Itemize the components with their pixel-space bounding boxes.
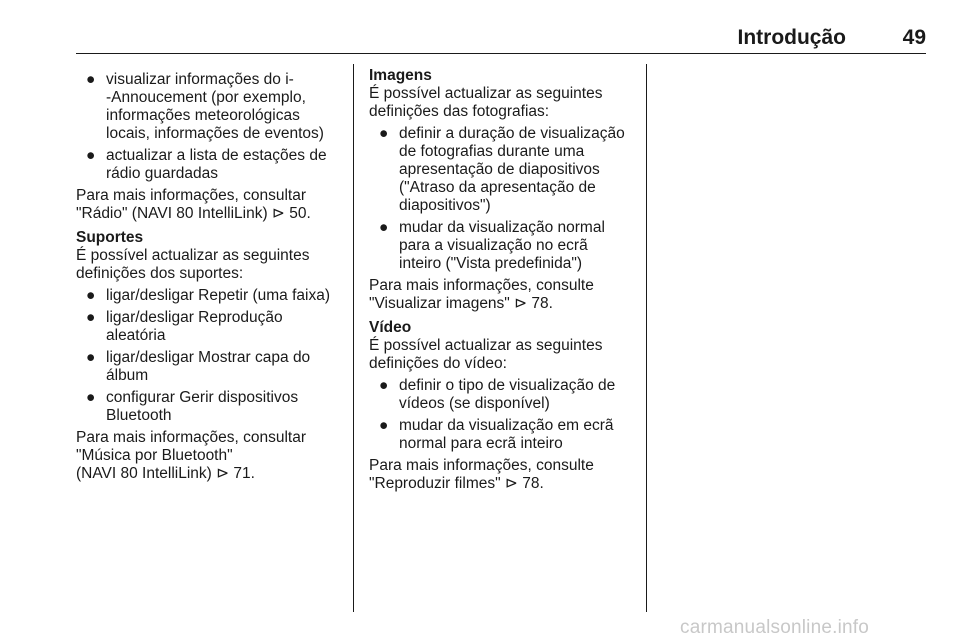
section-heading-imagens: Imagens bbox=[369, 67, 432, 84]
imagens-reference: Para mais informações, consulte "Visualizar imagens" ⊳ 78. bbox=[369, 277, 594, 312]
video-intro: É possível actualizar as seguintes definições do vídeo: bbox=[369, 337, 603, 372]
list-item-text: definir o tipo de visualização de vídeos (se disponível) bbox=[399, 377, 616, 412]
page-title: Introdução bbox=[737, 26, 846, 49]
list-item bbox=[369, 125, 637, 215]
bullet-icon: ● bbox=[86, 287, 96, 304]
list-item bbox=[369, 377, 637, 413]
column-divider-right bbox=[646, 64, 647, 612]
bluetooth-reference: Para mais informações, consultar "Música por Bluetooth" (NAVI 80 IntelliLink) ⊳ 71. bbox=[76, 429, 307, 482]
list-item bbox=[369, 219, 637, 273]
list-item-text: visualizar informações do i- -Annoucement (por exemplo, informações meteorológicas locais, informações de eventos) bbox=[106, 71, 324, 142]
page-header bbox=[76, 26, 926, 54]
column-left bbox=[76, 67, 344, 483]
imagens-options-list bbox=[369, 125, 637, 273]
list-item-text: ligar/desligar Reprodução aleatória bbox=[106, 309, 283, 344]
radio-reference: Para mais informações, consultar "Rádio" (NAVI 80 IntelliLink) ⊳ 50. bbox=[76, 187, 311, 222]
page-number: 49 bbox=[902, 26, 926, 49]
list-item bbox=[76, 389, 344, 425]
video-reference: Para mais informações, consulte "Reproduzir filmes" ⊳ 78. bbox=[369, 457, 594, 492]
list-item-text: mudar da visualização normal para a visualização no ecrã inteiro ("Vista predefinida") bbox=[399, 219, 605, 272]
bullet-icon: ● bbox=[86, 71, 96, 88]
bullet-icon: ● bbox=[86, 147, 96, 164]
bullet-icon: ● bbox=[379, 219, 389, 236]
bullet-icon: ● bbox=[379, 125, 389, 142]
list-item bbox=[76, 309, 344, 345]
bullet-icon: ● bbox=[86, 309, 96, 326]
column-divider-left bbox=[353, 64, 354, 612]
section-heading-video: Vídeo bbox=[369, 319, 412, 336]
column-middle bbox=[369, 67, 637, 493]
bullet-icon: ● bbox=[379, 417, 389, 434]
list-item-text: ligar/desligar Repetir (uma faixa) bbox=[106, 287, 330, 304]
list-item bbox=[369, 417, 637, 453]
list-item bbox=[76, 71, 344, 143]
list-item-text: mudar da visualização em ecrã normal para ecrã inteiro bbox=[399, 417, 614, 452]
list-item-text: actualizar a lista de estações de rádio guardadas bbox=[106, 147, 327, 182]
list-item bbox=[76, 287, 344, 305]
watermark: carmanualsonline.info bbox=[680, 617, 870, 638]
bullet-icon: ● bbox=[379, 377, 389, 394]
section-heading-suportes: Suportes bbox=[76, 229, 144, 246]
bullet-icon: ● bbox=[86, 389, 96, 406]
list-item-text: configurar Gerir dispositivos Bluetooth bbox=[106, 389, 299, 424]
list-item-text: definir a duração de visualização de fotografias durante uma apresentação de diapositivos ("Atraso da apresentação de diapositivos") bbox=[399, 125, 625, 214]
list-item-text: ligar/desligar Mostrar capa do álbum bbox=[106, 349, 311, 384]
list-item bbox=[76, 147, 344, 183]
imagens-intro: É possível actualizar as seguintes definições das fotografias: bbox=[369, 85, 603, 120]
suportes-options-list bbox=[76, 287, 344, 425]
suportes-intro: É possível actualizar as seguintes definições dos suportes: bbox=[76, 247, 310, 282]
video-options-list bbox=[369, 377, 637, 453]
radio-options-list bbox=[76, 71, 344, 183]
bullet-icon: ● bbox=[86, 349, 96, 366]
list-item bbox=[76, 349, 344, 385]
